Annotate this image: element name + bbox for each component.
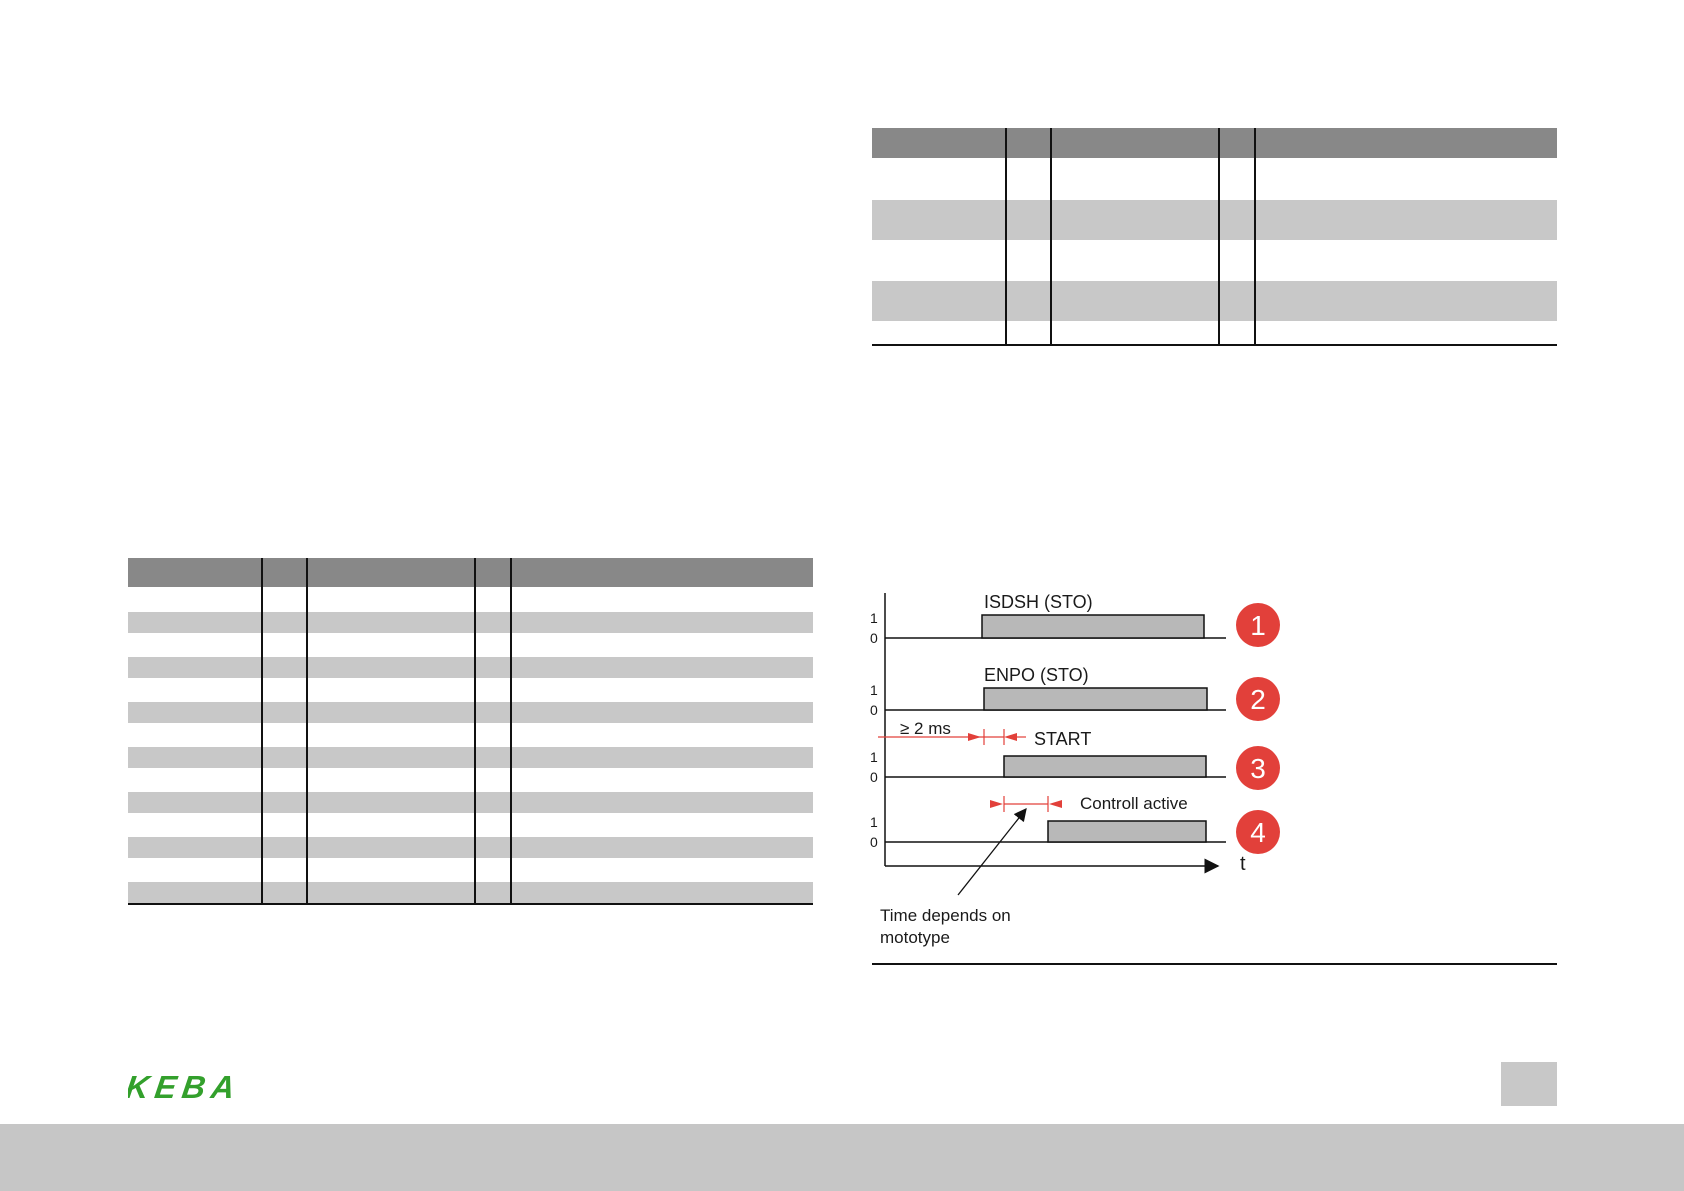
level-low-label: 0	[870, 834, 878, 850]
table-row	[128, 612, 813, 633]
table-row	[872, 281, 1557, 321]
note-line-2: mototype	[880, 928, 950, 947]
note-pointer-arrow	[958, 809, 1026, 895]
signal-start	[870, 729, 1280, 790]
table-row	[128, 702, 813, 723]
column-divider	[261, 558, 263, 904]
signal-isdsh	[870, 592, 1280, 647]
column-divider	[474, 558, 476, 904]
diagram-bottom-rule	[872, 963, 1557, 965]
table-bottom-rule	[128, 903, 813, 905]
delay-indicator	[878, 719, 1026, 745]
level-low-label: 0	[870, 702, 878, 718]
table-header	[872, 128, 1557, 158]
footer-bar	[0, 1124, 1684, 1191]
signal-high-region	[982, 615, 1204, 638]
table-bottom-left	[128, 558, 813, 906]
marker-number: 4	[1250, 817, 1266, 848]
table-row	[128, 837, 813, 858]
table-header	[128, 558, 813, 587]
signal-name: ISDSH (STO)	[984, 592, 1093, 612]
note-line-1: Time depends on	[880, 906, 1011, 925]
table-row	[128, 792, 813, 813]
marker-number: 3	[1250, 753, 1266, 784]
table-top-right	[872, 128, 1557, 346]
marker-number: 2	[1250, 684, 1266, 715]
column-divider	[510, 558, 512, 904]
table-row	[128, 882, 813, 903]
column-divider	[1050, 128, 1052, 344]
signal-high-region	[1048, 821, 1206, 842]
column-divider	[306, 558, 308, 904]
keba-logo	[128, 1072, 268, 1107]
table-row	[872, 200, 1557, 240]
signal-name: ENPO (STO)	[984, 665, 1089, 685]
logo-text: KEBA	[128, 1072, 244, 1102]
timing-diagram	[870, 585, 1290, 955]
signal-high-region	[984, 688, 1207, 710]
page-number-box	[1501, 1062, 1557, 1106]
table-row	[128, 747, 813, 768]
level-low-label: 0	[870, 630, 878, 646]
column-divider	[1218, 128, 1220, 344]
table-row	[128, 657, 813, 678]
column-divider	[1254, 128, 1256, 344]
column-divider	[1005, 128, 1007, 344]
level-low-label: 0	[870, 769, 878, 785]
level-high-label: 1	[870, 749, 878, 765]
marker-number: 1	[1250, 610, 1266, 641]
level-high-label: 1	[870, 610, 878, 626]
signal-controll-active	[870, 794, 1280, 854]
table-bottom-rule	[872, 344, 1557, 346]
signal-name: START	[1034, 729, 1092, 749]
delay-label: ≥ 2 ms	[900, 719, 951, 738]
time-axis-label: t	[1240, 853, 1246, 875]
signal-name: Controll active	[1080, 794, 1188, 813]
signal-enpo	[870, 665, 1280, 721]
level-high-label: 1	[870, 682, 878, 698]
signal-high-region	[1004, 756, 1206, 777]
level-high-label: 1	[870, 814, 878, 830]
